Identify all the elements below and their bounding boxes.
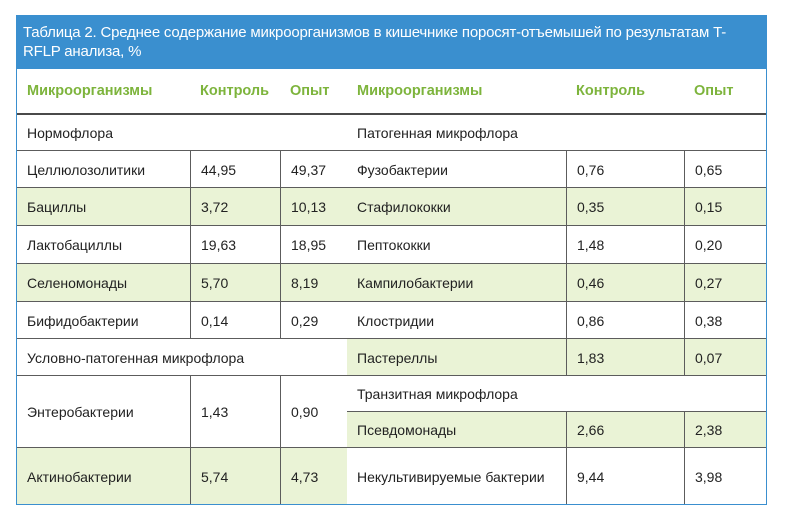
organism-name: Кампилобактерии: [357, 275, 474, 291]
table-row: [347, 301, 766, 339]
control-value: 2,66: [566, 412, 684, 448]
table-frame: [16, 15, 767, 505]
control-value: 0,14: [190, 302, 280, 339]
experiment-value: 2,38: [684, 412, 766, 448]
experiment-value: 0,90: [280, 376, 347, 448]
header-experiment: Опыт: [290, 83, 330, 99]
organism-name: Стафилококки: [357, 199, 451, 215]
experiment-value: 0,20: [684, 226, 766, 264]
experiment-value: 49,37: [280, 151, 347, 188]
table-row: [17, 375, 347, 448]
organism-name: Лактобациллы: [27, 237, 123, 253]
experiment-value: 3,98: [684, 448, 766, 505]
organism-name: Некультивируемые бактерии: [357, 469, 545, 485]
organism-name: Актинобактерии: [27, 469, 132, 485]
table-row: [17, 301, 347, 339]
organism-name: Бифидобактерии: [27, 312, 139, 329]
table-row: [347, 225, 766, 264]
control-value: 1,83: [566, 339, 684, 376]
experiment-value: 0,07: [684, 339, 766, 376]
control-value: 9,44: [566, 448, 684, 505]
section-label: Условно-патогенная микрофлора: [27, 349, 245, 366]
table-row: [347, 411, 766, 448]
organism-name: Пептококки: [357, 237, 431, 253]
header-control: Контроль: [200, 83, 270, 99]
experiment-value: 0,65: [684, 151, 766, 188]
control-value: 0,76: [566, 151, 684, 188]
table-row: [347, 187, 766, 226]
right-table: [347, 69, 766, 505]
section-row: [347, 115, 766, 150]
section-row: [17, 338, 347, 376]
control-value: 1,43: [190, 376, 280, 448]
section-row: [17, 115, 347, 150]
organism-name: Целлюлозолитики: [27, 161, 146, 178]
header-organisms: Микроорганизмы: [357, 83, 483, 99]
control-value: 5,70: [190, 264, 280, 302]
control-value: 3,72: [190, 188, 280, 226]
control-value: 19,63: [190, 226, 280, 264]
control-value: 0,35: [566, 188, 684, 226]
table-row: [347, 263, 766, 302]
table-row: [17, 187, 347, 226]
section-label: Транзитная микрофлора: [357, 386, 518, 402]
control-value: 44,95: [190, 151, 280, 188]
table-row: [17, 225, 347, 264]
table-title: Таблица 2. Среднее содержание микроорганизмов в кишечнике поросят-отъемышей по результатам T-RFLP анализа, %: [23, 24, 726, 60]
organism-name: Селеномонады: [27, 275, 128, 291]
experiment-value: 10,13: [280, 188, 347, 226]
control-value: 5,74: [190, 448, 280, 505]
organism-name: Фузобактерии: [357, 161, 448, 178]
left-header-row: [17, 69, 347, 115]
header-organisms: Микроорганизмы: [27, 83, 153, 99]
left-table: [17, 69, 347, 505]
control-value: 0,46: [566, 264, 684, 302]
table-row: [17, 263, 347, 302]
experiment-value: 0,15: [684, 188, 766, 226]
experiment-value: 0,29: [280, 302, 347, 339]
table-row: [347, 150, 766, 188]
organism-name: Энтеробактерии: [27, 404, 134, 420]
control-value: 1,48: [566, 226, 684, 264]
table-row: [347, 447, 766, 505]
section-row: [347, 375, 766, 412]
header-control: Контроль: [576, 83, 646, 99]
section-label: Патогенная микрофлора: [357, 124, 518, 141]
table-row: [17, 150, 347, 188]
organism-name: Бациллы: [27, 199, 87, 215]
organism-name: Клостридии: [357, 312, 435, 329]
experiment-value: 0,27: [684, 264, 766, 302]
right-header-row: [347, 69, 766, 115]
control-value: 0,86: [566, 302, 684, 339]
header-experiment: Опыт: [694, 83, 734, 99]
experiment-value: 4,73: [280, 448, 347, 505]
table-title-bar: [17, 16, 766, 69]
table-row: [17, 447, 347, 505]
experiment-value: 8,19: [280, 264, 347, 302]
organism-name: Псевдомонады: [357, 422, 457, 438]
table-row: [347, 338, 766, 376]
experiment-value: 0,38: [684, 302, 766, 339]
section-label: Нормофлора: [27, 124, 113, 141]
experiment-value: 18,95: [280, 226, 347, 264]
organism-name: Пастереллы: [357, 349, 438, 366]
